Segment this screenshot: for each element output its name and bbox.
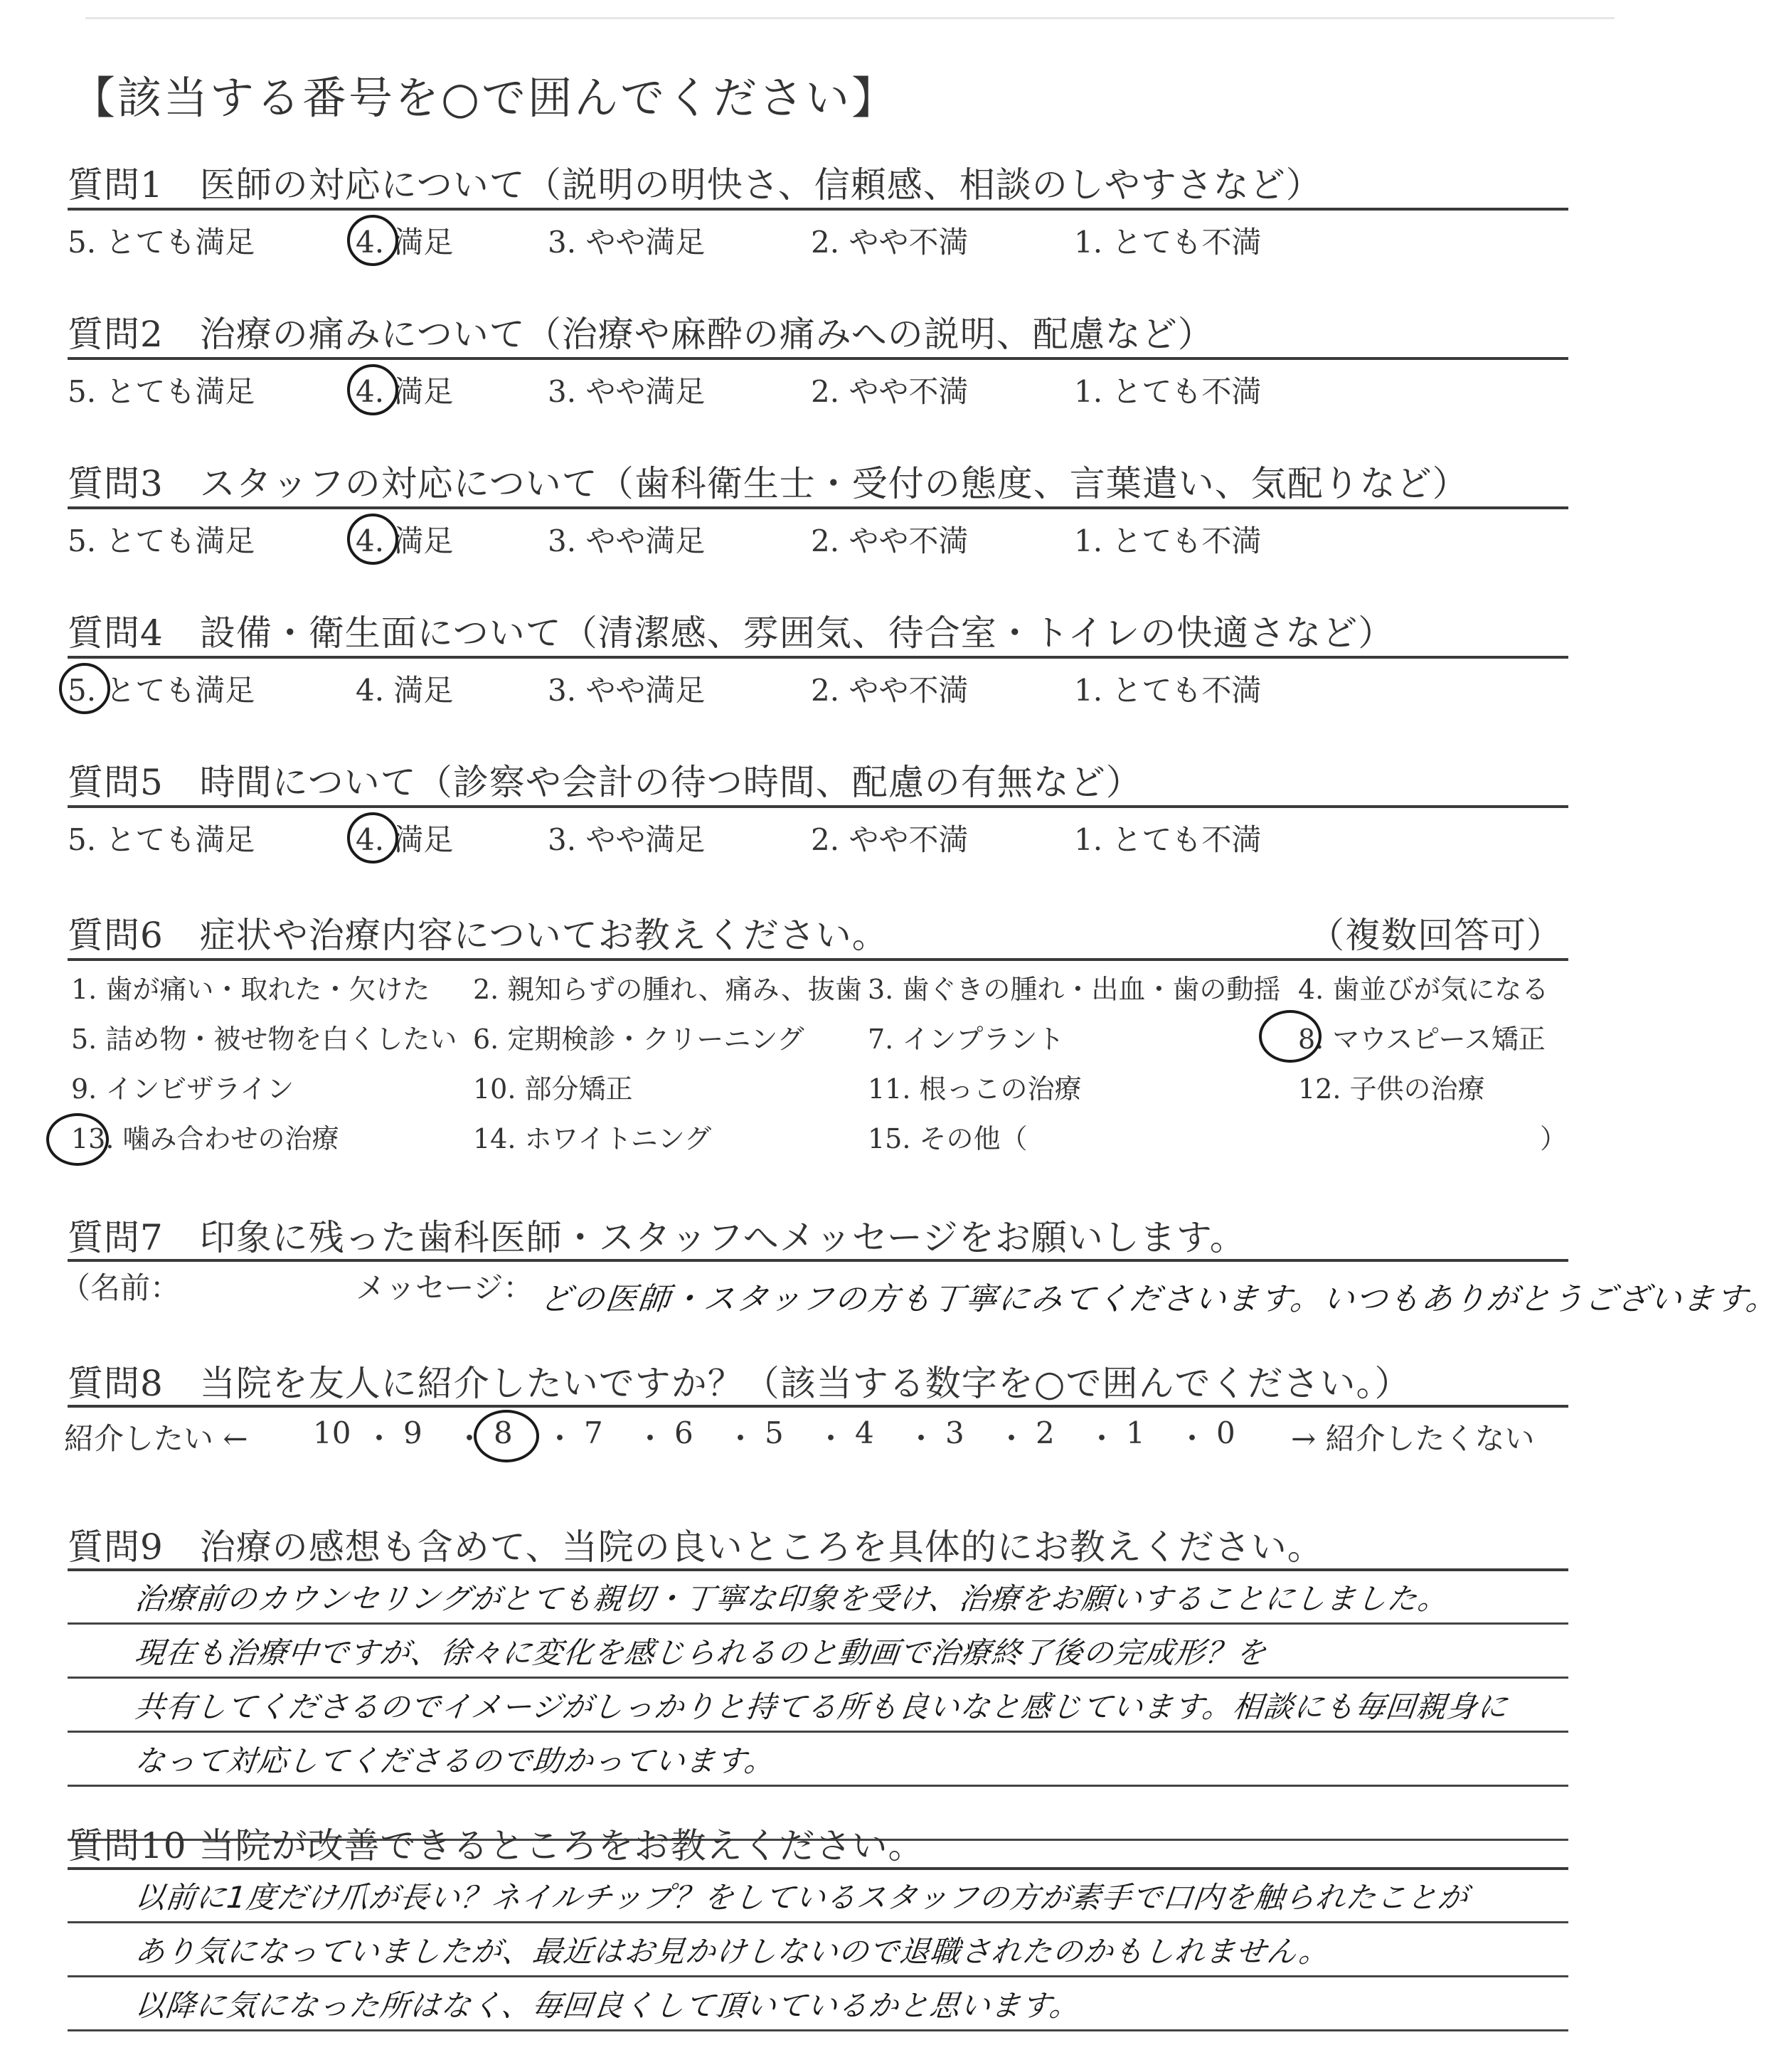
q7-message: どの医師・スタッフの方も丁寧にみてくださいます。いつもありがとうございます。 [538,1281,1781,1317]
q4-answer-circle [59,663,110,714]
q8-scale-separator: ・ [1177,1421,1208,1456]
q8-scale-separator: ・ [816,1421,846,1456]
q9-writing-line [68,1677,1568,1679]
q10-writing-line [68,1975,1568,1977]
q8-scale-separator: ・ [906,1421,937,1456]
q8-scale-3[interactable]: 3 [945,1415,964,1450]
q6-rule [68,958,1568,961]
q9-answer-line: なって対応してくださるので助かっています。 [133,1743,777,1778]
q8-right-label: → 紹介したくない [1291,1421,1535,1456]
q1-option-3[interactable]: 3. やや満足 [548,225,706,260]
q8-scale-1[interactable]: 1 [1126,1415,1145,1450]
q2-option-2[interactable]: 2. やや不満 [811,374,969,409]
q5-option-4[interactable]: 4. 満足 [356,822,454,857]
q1-option-1[interactable]: 1. とても不満 [1074,225,1262,260]
q1-option-4[interactable]: 4. 満足 [356,225,454,260]
q3-option-1[interactable]: 1. とても不満 [1074,524,1262,558]
q10-writing-line [68,1921,1568,1923]
q8-scale-4[interactable]: 4 [855,1415,874,1450]
q5-option-5[interactable]: 5. とても満足 [68,822,255,857]
q7-message-label: メッセージ： [356,1270,533,1305]
q6-option-8[interactable]: 8. マウスピース矯正 [1298,1024,1546,1055]
q10-answer-line: 以降に気になった所はなく、毎回良くして頂いているかと思います。 [133,1988,1083,2023]
q6-other-close: ） [1540,1123,1568,1154]
q8-scale-separator: ・ [725,1421,756,1456]
q8-scale-separator: ・ [454,1421,485,1456]
q8-answer-circle [474,1410,539,1462]
page-title: 【該当する番号を○で囲んでください】 [71,72,898,124]
q8-scale-separator: ・ [996,1421,1027,1456]
q5-option-3[interactable]: 3. やや満足 [548,822,706,857]
q2-option-3[interactable]: 3. やや満足 [548,374,706,409]
q3-title: 質問3 スタッフの対応について（歯科衛生士・受付の態度、言葉遣い、気配りなど） [68,463,1469,504]
q9-title: 質問9 治療の感想も含めて、当院の良いところを具体的にお教えください。 [68,1526,1324,1568]
q8-scale-separator: ・ [545,1421,575,1456]
q4-option-1[interactable]: 1. とても不満 [1074,673,1262,708]
q8-scale-separator: ・ [364,1421,395,1456]
q1-answer-circle [347,215,398,266]
q4-option-2[interactable]: 2. やや不満 [811,673,969,708]
q7-title: 質問7 印象に残った歯科医師・スタッフへメッセージをお願いします。 [68,1217,1246,1258]
q10-rule [68,1867,1568,1870]
q4-option-4[interactable]: 4. 満足 [356,673,454,708]
q6-note: （複数回答可） [1309,915,1563,956]
q4-option-5[interactable]: 5. とても満足 [68,673,255,708]
q5-rule [68,805,1568,808]
q4-option-3[interactable]: 3. やや満足 [548,673,706,708]
q9-answer-line: 治療前のカウンセリングがとても親切・丁寧な印象を受け、治療をお願いすることにしました。 [133,1581,1450,1616]
top-edge-line [85,17,1615,19]
q3-answer-circle [347,514,398,565]
q2-rule [68,357,1568,360]
q1-option-5[interactable]: 5. とても満足 [68,225,255,260]
q6-selected-circle-13 [46,1113,109,1166]
q6-option-4[interactable]: 4. 歯並びが気になる [1298,974,1549,1005]
q6-option-13[interactable]: 13. 噛み合わせの治療 [71,1123,339,1154]
q6-option-6[interactable]: 6. 定期検診・クリーニング [473,1024,804,1055]
q8-scale-2[interactable]: 2 [1036,1415,1055,1450]
q8-scale-7[interactable]: 7 [584,1415,603,1450]
q5-answer-circle [347,812,398,864]
q5-option-2[interactable]: 2. やや不満 [811,822,969,857]
q8-left-label: 紹介したい ← [64,1421,248,1456]
q7-name-label: （名前： [60,1270,181,1305]
q10-title: 質問10 当院が改善できるところをお教えください。 [68,1825,925,1866]
q3-option-5[interactable]: 5. とても満足 [68,524,255,558]
q5-title: 質問5 時間について（診察や会計の待つ時間、配慮の有無など） [68,762,1142,803]
q6-title: 質問6 症状や治療内容についてお教えください。 [68,915,888,956]
q9-rule [68,1568,1568,1571]
q3-option-3[interactable]: 3. やや満足 [548,524,706,558]
q6-option-3[interactable]: 3. 歯ぐきの腫れ・出血・歯の動揺 [868,974,1281,1005]
q6-option-5[interactable]: 5. 詰め物・被せ物を白くしたい [71,1024,457,1055]
q3-option-2[interactable]: 2. やや不満 [811,524,969,558]
q3-rule [68,506,1568,509]
q8-scale-9[interactable]: 9 [403,1415,422,1450]
q2-option-4[interactable]: 4. 満足 [356,374,454,409]
q6-option-1[interactable]: 1. 歯が痛い・取れた・欠けた [71,974,430,1005]
q6-selected-circle-8 [1259,1010,1322,1063]
q8-scale-8[interactable]: 8 [494,1415,513,1450]
q6-option-11[interactable]: 11. 根っこの治療 [868,1073,1082,1105]
q2-option-1[interactable]: 1. とても不満 [1074,374,1262,409]
q10-answer-line: 以前に1度だけ爪が長い？ネイルチップ？をしているスタッフの方が素手で口内を触られたことが [133,1880,1470,1915]
q6-option-10[interactable]: 10. 部分矯正 [473,1073,633,1105]
q9-writing-line [68,1622,1568,1625]
q6-option-2[interactable]: 2. 親知らずの腫れ、痛み、抜歯 [473,974,862,1005]
q2-answer-circle [347,364,398,415]
q1-option-2[interactable]: 2. やや不満 [811,225,969,260]
q8-scale-0[interactable]: 0 [1216,1415,1235,1450]
q6-option-15[interactable]: 15. その他（ [868,1123,1028,1154]
q4-rule [68,656,1568,659]
q2-option-5[interactable]: 5. とても満足 [68,374,255,409]
q2-title: 質問2 治療の痛みについて（治療や麻酔の痛みへの説明、配慮など） [68,314,1214,355]
q1-rule [68,208,1568,211]
q8-scale-5[interactable]: 5 [765,1415,784,1450]
q1-title: 質問1 医師の対応について（説明の明快さ、信頼感、相談のしやすさなど） [68,164,1322,206]
q6-option-7[interactable]: 7. インプラント [868,1024,1065,1055]
q10-answer-line: あり気になっていましたが、最近はお見かけしないので退職されたのかもしれません。 [133,1934,1331,1969]
q8-scale-6[interactable]: 6 [674,1415,693,1450]
q7-rule [68,1259,1568,1262]
q9-writing-line [68,1731,1568,1733]
q5-option-1[interactable]: 1. とても不満 [1074,822,1262,857]
q4-title: 質問4 設備・衛生面について（清潔感、雰囲気、待合室・トイレの快適さなど） [68,612,1395,654]
q8-scale-separator: ・ [635,1421,666,1456]
q3-option-4[interactable]: 4. 満足 [356,524,454,558]
q8-scale-separator: ・ [1087,1421,1117,1456]
q6-option-14[interactable]: 14. ホワイトニング [473,1123,712,1154]
q10-writing-line [68,2029,1568,2031]
q9-answer-line: 現在も治療中ですが、徐々に変化を感じられるのと動画で治療終了後の完成形？を [133,1635,1269,1670]
q8-scale-10[interactable]: 10 [313,1415,351,1450]
q6-option-12[interactable]: 12. 子供の治療 [1298,1073,1485,1105]
q8-title: 質問8 当院を友人に紹介したいですか？（該当する数字を○で囲んでください。） [68,1363,1411,1404]
q9-answer-line: 共有してくださるのでイメージがしっかりと持てる所も良いなと感じています。相談にも毎回親身に [133,1689,1510,1724]
q6-option-9[interactable]: 9. インビザライン [71,1073,294,1105]
q9-writing-line [68,1785,1568,1787]
q8-rule [68,1405,1568,1408]
